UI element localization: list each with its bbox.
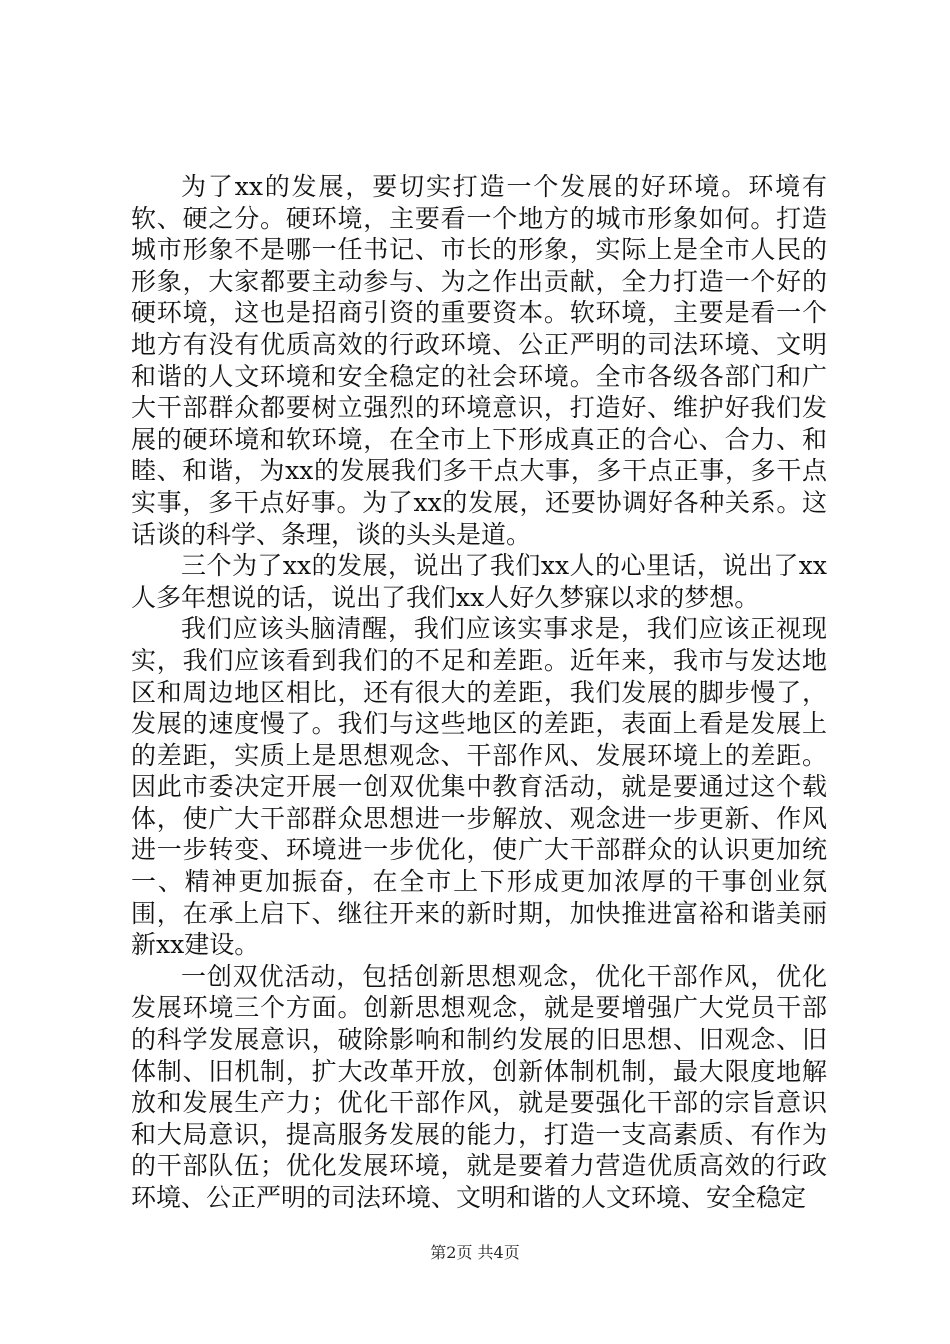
paragraph-1: 为了xx的发展，要切实打造一个发展的好环境。环境有软、硬之分。硬环境，主要看一个地方的城市形象如何。打造城市形象不是哪一任书记、市长的形象，实际上是全市人民的形象，大家都要主动参与、为之作出贡献，全力打造一个好的硬环境，这也是招商引资的重要资本。软环境，主要是看一个地方有没有优质高效的行政环境、公正严明的司法环境、文明和谐的人文环境和安全稳定的社会环境。全市各级各部门和广大干部群众都要树立强烈的环境意识，打造好、维护好我们发展的硬环境和软环境，在全市上下形成真正的合心、合力、和睦、和谐，为xx的发展我们多干点大事，多干点正事，多干点实事，多干点好事。为了xx的发展，还要协调好各种关系。这话谈的科学、条理，谈的头头是道。 [131,172,827,549]
paragraph-4: 一创双优活动，包括创新思想观念，优化干部作风，优化发展环境三个方面。创新思想观念，就是要增强广大党员干部的科学发展意识，破除影响和制约发展的旧思想、旧观念、旧体制、旧机制，扩大改革开放，创新体制机制，最大限度地解放和发展生产力；优化干部作风，就是要强化干部的宗旨意识和大局意识，提高服务发展的能力，打造一支高素质、有作为的干部队伍；优化发展环境，就是要着力营造优质高效的行政环境、公正严明的司法环境、文明和谐的人文环境、安全稳定 [131,961,827,1212]
document-body [131,171,827,1214]
paragraph-2: 三个为了xx的发展，说出了我们xx人的心里话，说出了xx人多年想说的话，说出了我们xx人好久梦寐以求的梦想。 [131,551,827,612]
page-number-footer: 第2页 共4页 [430,1243,520,1262]
paragraph-3: 我们应该头脑清醒，我们应该实事求是，我们应该正视现实，我们应该看到我们的不足和差距。近年来，我市与发达地区和周边地区相比，还有很大的差距，我们发展的脚步慢了，发展的速度慢了。我们与这些地区的差距，表面上看是发展上的差距，实质上是思想观念、干部作风、发展环境上的差距。因此市委决定开展一创双优集中教育活动，就是要通过这个载体，使广大干部群众思想进一步解放、观念进一步更新、作风进一步转变、环境进一步优化，使广大干部群众的认识更加统一、精神更加振奋，在全市上下形成更加浓厚的干事创业氛围，在承上启下、继往开来的新时期，加快推进富裕和谐美丽新xx建设。 [131,614,827,960]
